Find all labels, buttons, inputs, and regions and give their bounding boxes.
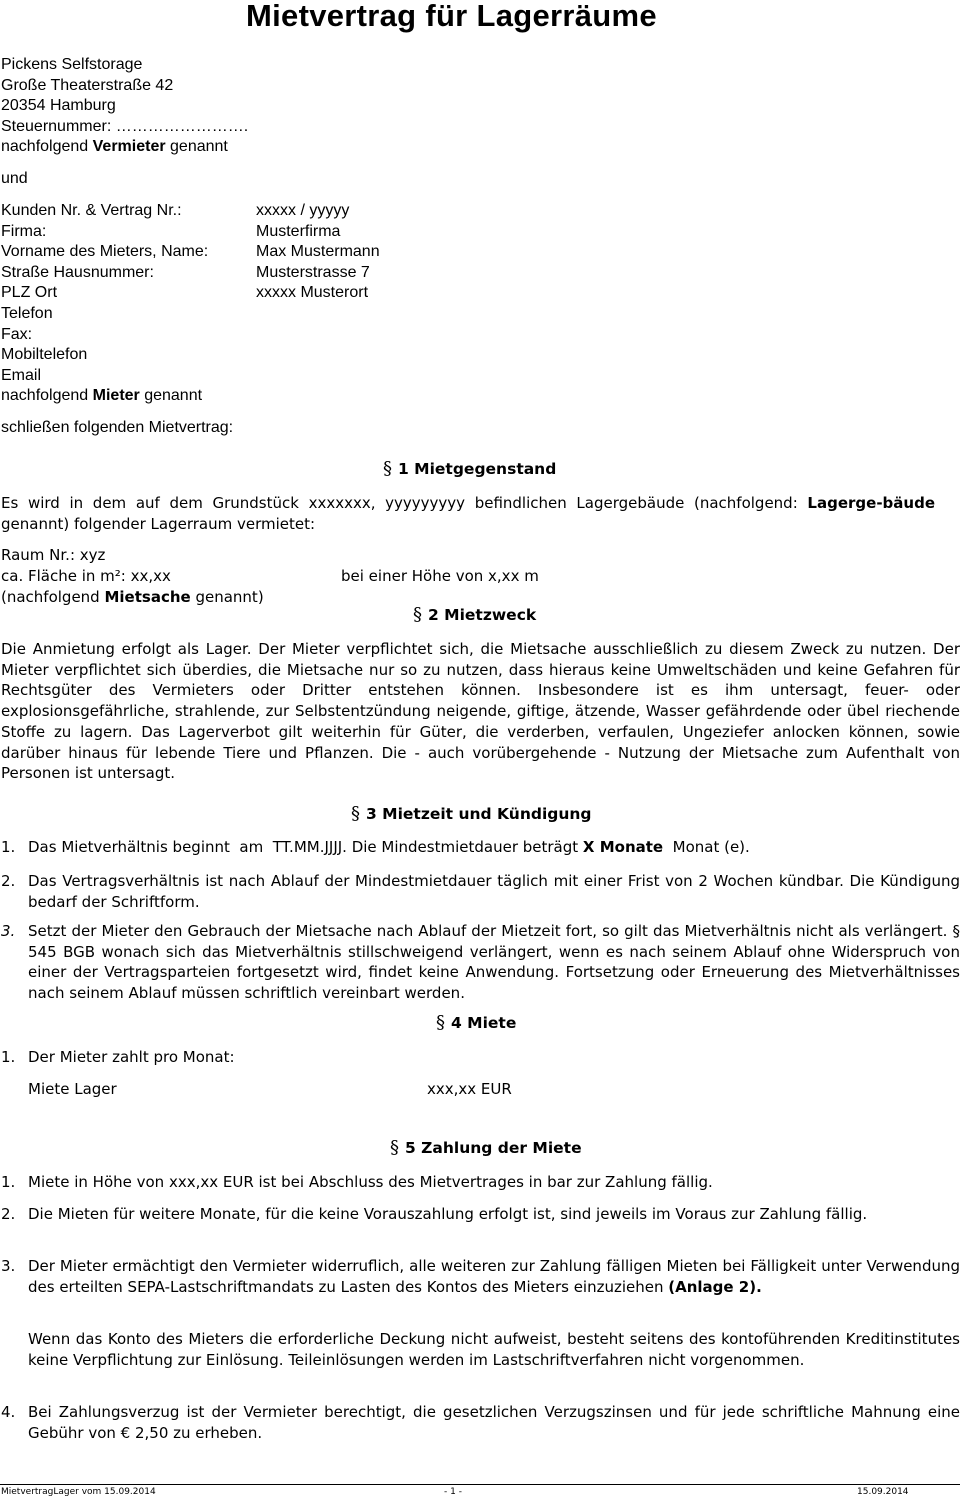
item-number: 3.: [1, 922, 16, 940]
item-number: 1.: [1, 1173, 16, 1191]
paragraph-sign-icon: §: [436, 1012, 445, 1033]
tenant-row-street: [1, 263, 501, 284]
item-text-a: Das Mietverhältnis beginnt am TT.MM.JJJJ. Die Mindestmietdauer beträgt: [28, 838, 583, 856]
tenant-block: [1, 201, 501, 407]
s4-item-1: [1, 1047, 960, 1068]
area: ca. Fläche in m²: xx,xx: [1, 567, 171, 585]
room-number: Raum Nr.: xyz: [1, 546, 106, 564]
rent-value: xxx,xx EUR: [427, 1080, 512, 1098]
sub-pre: (nachfolgend: [1, 588, 105, 606]
item-text: Setzt der Mieter den Gebrauch der Mietsache nach Ablauf der Mietzeit fort, so gilt das Mietverhältnis nicht als verlängert. § 545 BGB wonach sich das Mietverhältnis stillschweigend verlängert, wenn es nach seinem Ablauf ohne Widerspruch von einer der Vertragsparteien fortgesetzt wird, findet keine Anwendung. Fortsetzung oder Erneuerung des Mietverhältnisses nach seinem Ablauf müssen schriftlich vereinbart werden.: [28, 922, 960, 1003]
item-number: 2.: [1, 872, 16, 890]
landlord-city: 20354 Hamburg: [1, 97, 116, 115]
sub-bold: Mietsache: [104, 588, 191, 606]
heading-text: 1 Mietgegenstand: [398, 460, 557, 478]
footer-left: MietvertragLager vom 15.09.2014: [1, 1487, 156, 1497]
section-2-heading: [413, 604, 536, 625]
room-height: bei einer Höhe von x,xx m: [341, 567, 539, 585]
item-text: Bei Zahlungsverzug ist der Vermieter berechtigt, die gesetzlichen Verzugszinsen und für jede schriftliche Mahnung eine Gebühr von € 2,50 zu erheben.: [28, 1403, 960, 1442]
tenant-label: Telefon: [1, 304, 53, 322]
s5-item-3: [1, 1256, 960, 1297]
item-text: Wenn das Konto des Mieters die erforderliche Deckung nicht aufweist, besteht seitens des kontoführenden Kreditinstitutes keine Verpflichtung zur Einlösung. Teileinlösungen werden im Lastschriftverfahren nicht vorgenommen.: [28, 1330, 960, 1369]
designation-pre: nachfolgend: [1, 138, 93, 156]
tenant-row-phone: [1, 304, 501, 325]
section-5-heading: [390, 1137, 582, 1158]
item-number: 2.: [1, 1205, 16, 1223]
tenant-label: Straße Hausnummer:: [1, 263, 154, 281]
tenant-row-fax: [1, 325, 501, 346]
tenant-label: Email: [1, 366, 42, 384]
section-1-heading: [383, 458, 556, 479]
tenant-value: xxxxx Musterort: [256, 284, 369, 302]
s5-paragraph: [1, 1329, 960, 1370]
designation-post: genannt: [165, 138, 228, 156]
section-2-text: Die Anmietung erfolgt als Lager. Der Mieter verpflichtet sich, die Mietsache ausschließlich zu diesem Zweck zu nutzen. Der Mieter verpflichtet sich überdies, die Mietsache nur so zu nutzen, dass hieraus keine Umweltschäden und keine Gefahren für Rechtsgüter des Vermieters oder Dritter entstehen können. Insbesondere ist es ihm untersagt, feuer- oder explosionsgefährliche, strahlende, zur Selbstentzündung neigende, giftige, ätzende, Wasser gefährdende oder übel riechende Stoffe zu lagern. Das Lagerverbot gilt weiterhin für Güter, die verderben, verfaulen, Ungeziefer anlocken können, sowie darüber hinaus für lebende Tiere und Pflanzen. Die - auch vorübergehende - Nutzung der Mietsache zum Aufenthalt von Personen ist untersagt.: [1, 640, 960, 783]
item-bold: (Anlage 2).: [668, 1277, 762, 1296]
item-text: Die Mieten für weitere Monate, für die keine Vorauszahlung erfolgt ist, sind jeweils im Voraus zur Zahlung fällig.: [28, 1205, 868, 1223]
tenant-row-city: [1, 283, 501, 304]
tenant-label: Vorname des Mieters, Name:: [1, 243, 209, 261]
tenant-row-email: [1, 366, 501, 387]
tenant-value: Musterfirma: [256, 222, 341, 240]
heading-text: 4 Miete: [451, 1014, 517, 1032]
rent-label: Miete Lager: [28, 1080, 117, 1098]
heading-text: 5 Zahlung der Miete: [405, 1139, 582, 1157]
und-text: und: [1, 170, 28, 187]
sub-post: genannt): [190, 588, 264, 606]
tenant-label: PLZ Ort: [1, 284, 58, 302]
item-text-b: Monat (e).: [663, 838, 750, 856]
paragraph-sign-icon: §: [383, 458, 392, 479]
tenant-row-company: [1, 222, 501, 243]
tax-label: Steuernummer:: [1, 117, 112, 135]
s1-text-a: Es wird in dem auf dem Grundstück xxxxxxx, yyyyyyyyy befindlichen Lagergebäude (nachfolgend:: [1, 494, 808, 512]
designation-bold: Vermieter: [92, 138, 166, 156]
s3-item-2: [1, 871, 960, 912]
tenant-value: Max Mustermann: [256, 243, 380, 261]
s5-item-1: [1, 1172, 960, 1193]
tax-value: …………………….: [115, 117, 249, 135]
tenant-value: Musterstrasse 7: [256, 263, 370, 281]
s3-item-3: [1, 921, 960, 1004]
footer-page-number: - 1 -: [444, 1487, 462, 1497]
item-bold: X Monate: [582, 838, 664, 856]
heading-text: 2 Mietzweck: [428, 606, 537, 624]
intro-text: schließen folgenden Mietvertrag:: [1, 419, 234, 436]
s5-item-4: [1, 1402, 960, 1443]
section-3-heading: [351, 803, 592, 824]
paragraph-sign-icon: §: [351, 803, 360, 824]
tenant-row-mobile: [1, 345, 501, 366]
tenant-designation: [1, 386, 501, 407]
item-number: 1.: [1, 1048, 16, 1066]
tenant-row-name: [1, 242, 501, 263]
tenant-value: xxxxx / yyyyy: [256, 202, 350, 219]
designation-pre: nachfolgend: [1, 387, 93, 405]
landlord-name: Pickens Selfstorage: [1, 56, 143, 73]
tenant-label: Fax:: [1, 325, 33, 343]
s5-item-2: [1, 1204, 960, 1225]
designation-bold: Mieter: [92, 387, 140, 405]
item-text-a: Der Mieter ermächtigt den Vermieter widerruflich, alle weiteren zur Zahlung fälligen Mieten bei Fälligkeit unter Verwendung des erteilten SEPA-Lastschriftmandats zu Lasten des Kontos des Mieters einzuziehen: [28, 1257, 960, 1296]
document-title: Mietvertrag für Lagerräume: [246, 0, 657, 33]
tenant-label: Mobiltelefon: [1, 346, 88, 364]
paragraph-sign-icon: §: [390, 1137, 399, 1158]
landlord-block: [1, 55, 248, 158]
item-number: 1.: [1, 838, 16, 856]
designation-post: genannt: [139, 387, 203, 405]
item-text: Der Mieter zahlt pro Monat:: [28, 1048, 235, 1066]
landlord-tax: [1, 117, 248, 138]
item-number: 4.: [1, 1403, 16, 1421]
section-4-heading: [436, 1012, 516, 1033]
s3-item-1: [1, 837, 960, 858]
footer-divider: [0, 1484, 960, 1485]
landlord-street: Große Theaterstraße 42: [1, 76, 174, 94]
heading-text: 3 Mietzeit und Kündigung: [366, 805, 592, 823]
s1-text-b: genannt) folgender Lagerraum vermietet:: [1, 514, 316, 533]
tenant-label: Kunden Nr. & Vertrag Nr.:: [1, 202, 182, 219]
item-text: Miete in Höhe von xxx,xx EUR ist bei Abschluss des Mietvertrages in bar zur Zahlung fällig.: [28, 1173, 713, 1191]
tenant-row-customer: [1, 201, 501, 222]
s1-text-bold: Lagerge-bäude: [807, 494, 935, 512]
tenant-label: Firma:: [1, 222, 47, 240]
paragraph-sign-icon: §: [413, 604, 422, 625]
item-text: Das Vertragsverhältnis ist nach Ablauf der Mindestmietdauer täglich mit einer Frist von 2 Wochen kündbar. Die Kündigung bedarf der Schriftform.: [28, 872, 960, 911]
footer-date: 15.09.2014: [857, 1487, 909, 1497]
item-number: 3.: [1, 1257, 16, 1275]
landlord-designation: [1, 137, 248, 158]
section-1-text: [1, 493, 935, 534]
rental-object-designation: [1, 587, 264, 608]
